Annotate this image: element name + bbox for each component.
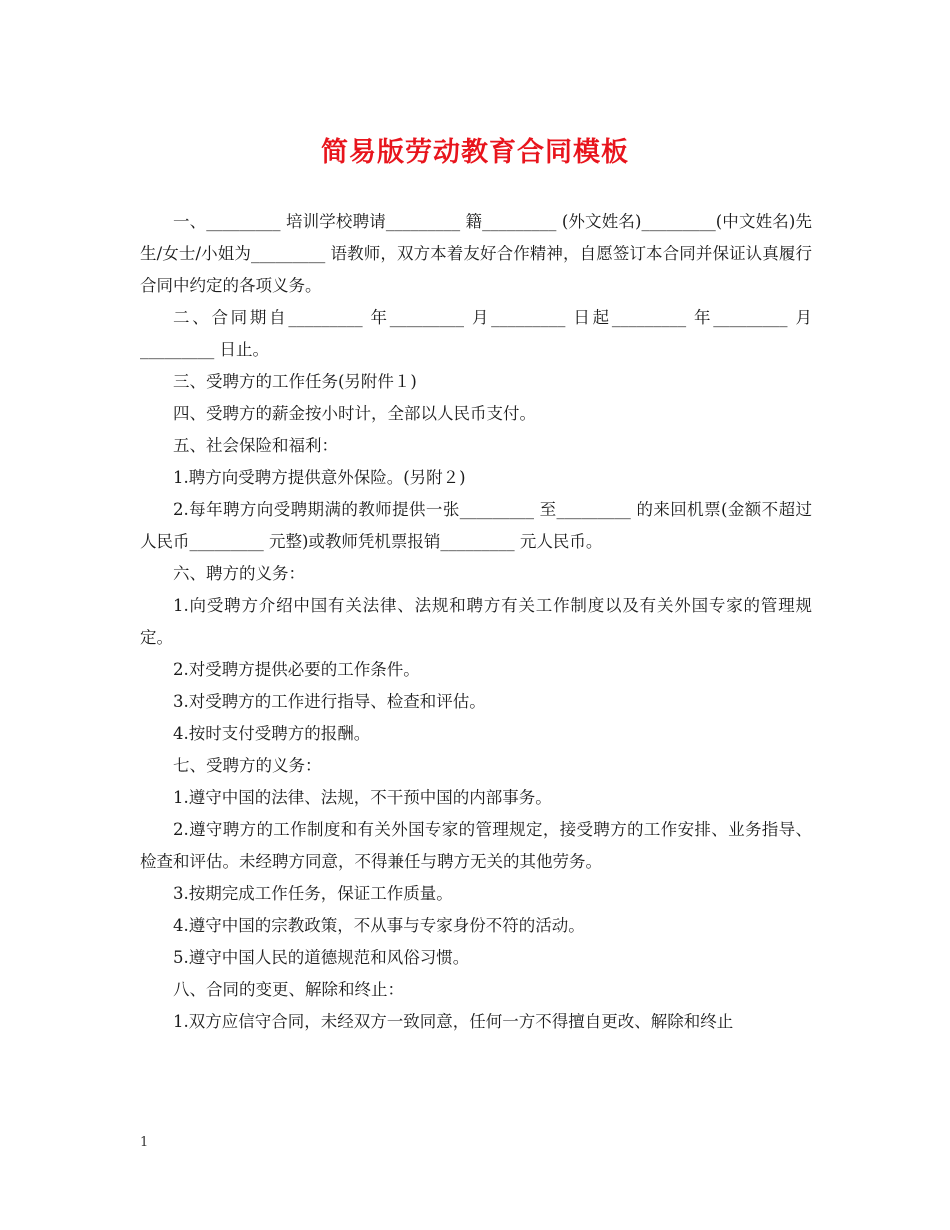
clause-7-item-4: 4.遵守中国的宗教政策，不从事与专家身份不符的活动。 xyxy=(173,916,585,935)
document-title: 简易版劳动教育合同模板 xyxy=(321,137,629,168)
clause-7-item-3: 3.按期完成工作任务，保证工作质量。 xyxy=(173,884,453,903)
clause-3-duties: 三、受聘方的工作任务(另附件１) xyxy=(173,372,417,391)
clause-8-item-1: 1.双方应信守合同，未经双方一致同意，任何一方不得擅自更改、解除和终止 xyxy=(173,1012,734,1031)
clause-5-item-1: 1.聘方向受聘方提供意外保险。(另附２) xyxy=(173,468,466,487)
clause-6-heading: 六、聘方的义务： xyxy=(173,564,305,583)
clause-6-item-1: 1.向受聘方介绍中国有关法律、法规和聘方有关工作制度以及有关外国专家的管理规定。 xyxy=(140,596,812,647)
clause-1-intro: 一、_________ 培训学校聘请_________ 籍_________ (外文姓名)_________(中文姓名)先生/女士/小姐为_________ 语教师，双方本着友好合作精神，自愿签订本合同并保证认真履行合同中约定的各项义务。 xyxy=(140,212,812,295)
clause-7-item-5: 5.遵守中国人民的道德规范和风俗习惯。 xyxy=(173,948,470,967)
clause-7-item-2: 2.遵守聘方的工作制度和有关外国专家的管理规定，接受聘方的工作安排、业务指导、检查和评估。未经聘方同意，不得兼任与聘方无关的其他劳务。 xyxy=(140,820,812,871)
document-body xyxy=(140,206,812,1038)
clause-6-item-2: 2.对受聘方提供必要的工作条件。 xyxy=(173,660,420,679)
clause-4-salary: 四、受聘方的薪金按小时计，全部以人民币支付。 xyxy=(173,404,536,423)
clause-7-item-1: 1.遵守中国的法律、法规，不干预中国的内部事务。 xyxy=(173,788,552,807)
clause-5-item-2: 2.每年聘方向受聘期满的教师提供一张_________ 至_________ 的来回机票(金额不超过人民币_________ 元整)或教师凭机票报销_________ 元人民币。 xyxy=(140,500,812,551)
clause-2-term: 二、合同期自_________ 年_________ 月_________ 日起_________ 年_________ 月_________ 日止。 xyxy=(140,308,812,359)
clause-7-heading: 七、受聘方的义务： xyxy=(173,756,322,775)
clause-6-item-3: 3.对受聘方的工作进行指导、检查和评估。 xyxy=(173,692,486,711)
clause-6-item-4: 4.按时支付受聘方的报酬。 xyxy=(173,724,371,743)
clause-5-heading: 五、社会保险和福利： xyxy=(173,436,338,455)
clause-8-heading: 八、合同的变更、解除和终止： xyxy=(173,980,404,999)
page-number: 1 xyxy=(140,1135,149,1150)
